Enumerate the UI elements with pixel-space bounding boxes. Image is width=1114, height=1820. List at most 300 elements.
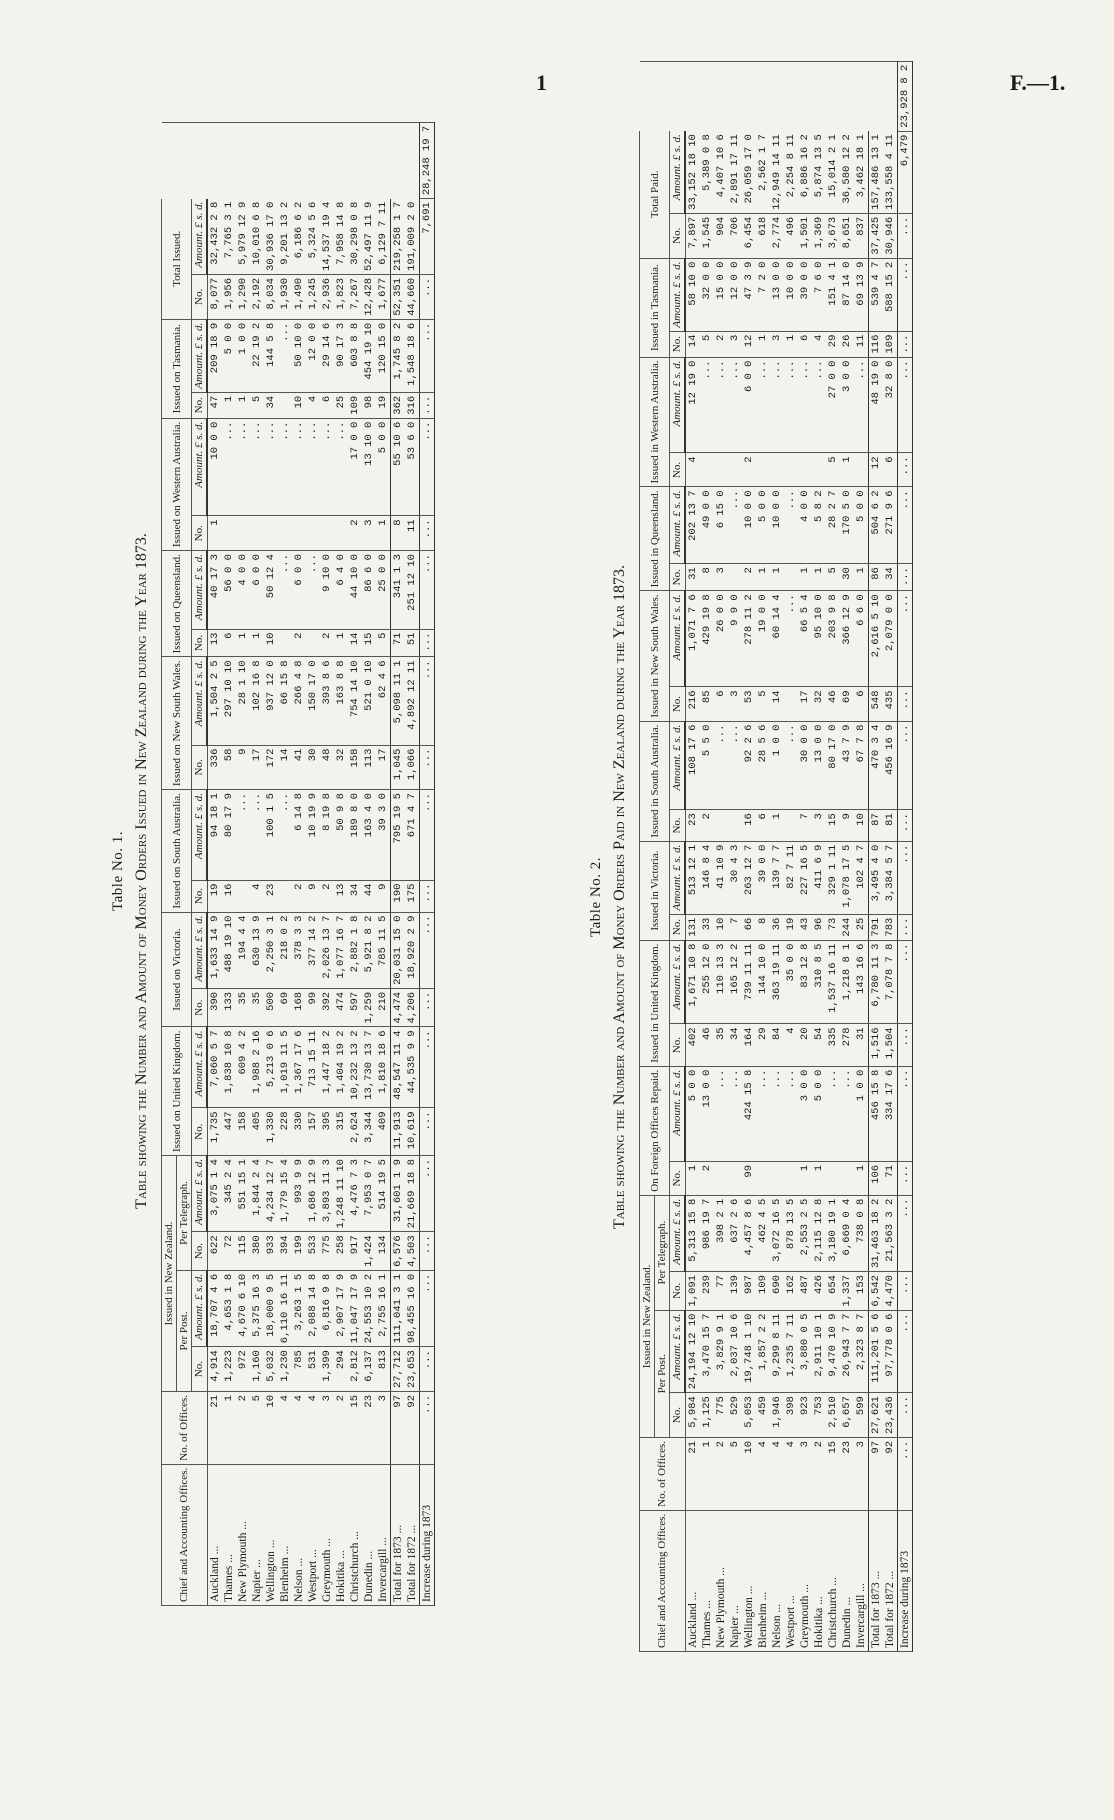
row-label: Hokitika ... [334,1464,348,1605]
table-cell: 6,479 [898,131,913,213]
table-cell: 23,928 8 2 [898,61,913,131]
table-cell: 4,476 7 3 [348,1156,362,1232]
table-cell: 2 [236,1392,250,1465]
table-cell: 10 [264,629,278,657]
table-cell [784,687,798,721]
table-cell: 14 [278,745,292,790]
table-cell: 972 [236,1347,250,1392]
table-cell: 19 0 0 [756,591,770,687]
table-cell: 54 [812,1024,826,1066]
table-row [207,122,222,1605]
table-cell: ... [728,487,742,564]
table-cell: 2,088 14 8 [306,1270,320,1346]
table-cell: 1 [770,564,784,591]
table-cell: ... [898,487,913,564]
table-cell: 521 0 10 [362,657,376,745]
table-cell: ... [320,418,334,516]
table-cell: 21,563 3 2 [883,1195,898,1271]
table-cell: ... [770,357,784,453]
col-header: Issued in South Australia. [640,721,670,841]
table-cell: 39 0 0 [798,258,812,331]
table-cell: 2,026 13 7 [320,912,334,988]
table-cell [714,453,728,487]
table-cell: 10 0 0 [770,487,784,564]
table-cell: 30,946 [883,213,898,258]
table-cell: 33,152 18 10 [685,131,700,213]
table-cell: 17 0 0 [348,418,362,516]
table-cell: 4 0 0 [798,487,812,564]
col-header: Issued on Western Australia. [162,418,192,550]
table-cell: 22 19 2 [250,319,264,392]
table-cell: 10 19 9 [306,790,320,880]
table-cell: 209 18 9 [207,319,222,392]
table-cell: ... [420,988,435,1027]
table-cell: 21,669 18 8 [405,1156,420,1232]
table-cell: 26,059 17 0 [742,131,756,213]
table-cell: 86 [869,564,884,591]
table-cell: 426 [812,1272,826,1311]
table-cell: 97,778 0 6 [883,1310,898,1393]
table-cell: 9 10 0 [320,551,334,629]
table-row [236,122,250,1605]
table-cell: 139 [728,1272,742,1311]
table-cell: 6 4 0 [334,551,348,629]
table-cell: 13 10 0 [362,418,376,516]
table-cell: 398 [784,1393,798,1438]
table-cell: 1 [812,1161,826,1195]
table-cell: 15,014 2 1 [826,131,840,213]
table-cell: 6 15 0 [714,487,728,564]
table-cell: 271 9 6 [883,487,898,564]
table-cell: 4,503 [405,1232,420,1271]
table-cell: 14 [770,687,784,721]
table-cell: 5,921 8 2 [362,912,376,988]
table-cell: 2,192 [250,274,264,319]
table-cell: 424 15 8 [742,1066,756,1161]
table-cell: 6 [320,392,334,418]
table-cell: 878 13 5 [784,1195,798,1271]
table-cell: 13 0 0 [700,1066,714,1161]
col-header: Chief and Accounting Offices. [162,1464,208,1605]
table-cell: 6,576 [391,1232,406,1271]
table-cell: 9 [840,810,854,841]
sub-header-no: No. [192,745,208,790]
table-cell: 362 [391,392,406,418]
table-cell: 19,748 1 10 [742,1310,756,1393]
table-cell: 53 [742,687,756,721]
table-cell: 5 [376,629,391,657]
sub-header-no: No. [670,331,686,357]
table-row [334,122,348,1605]
table-cell: 35 0 0 [784,940,798,1024]
table-cell: 17 [798,687,812,721]
table-cell: 3 [728,687,742,721]
table-cell: 72 [222,1232,236,1271]
table-row [812,61,826,1651]
table-cell: 15 [348,1392,362,1465]
sub-header-no: No. [670,1393,686,1438]
table-row [420,122,435,1605]
table-cell: 109 [883,331,898,357]
table-cell: 1,071 7 6 [685,591,700,687]
sub-header-no: No. [192,1232,208,1271]
table-cell: 1 [236,629,250,657]
table-cell: 5,324 5 6 [306,199,320,275]
table-cell: 85 [700,687,714,721]
table-cell: 11,913 [391,1108,406,1156]
table-row [222,122,236,1605]
table-cell: 1 [700,1438,714,1511]
sub-header-no: No. [670,1161,686,1195]
table-cell: ... [784,1066,798,1161]
table-cell: ... [898,810,913,841]
table-cell: 97 [391,1392,406,1465]
table-cell: 1,810 18 6 [376,1027,391,1108]
table-cell: 109 [756,1272,770,1311]
table-cell: 44 [362,880,376,912]
table-cell: ... [728,721,742,810]
table-row [685,61,700,1651]
table-cell [840,1161,854,1195]
table-cell: 62 4 6 [376,657,391,745]
table-cell: 46 [700,1024,714,1066]
table-cell: 1,091 [685,1272,700,1311]
table-cell: 30 [306,745,320,790]
table-cell: 791 [869,914,884,940]
table-cell: 5 [250,392,264,418]
table-cell: 405 [250,1108,264,1156]
table-cell: 25 [334,392,348,418]
table-cell: 1 [207,516,222,551]
table-cell: 402 [685,1024,700,1066]
col-header: Total Paid. [640,131,670,258]
table-cell: 987 [742,1272,756,1311]
table-cell: 8,077 [207,274,222,319]
table-cell: 163 4 0 [362,790,376,880]
table-cell: 2,037 10 6 [728,1310,742,1393]
table-cell: 3,462 18 1 [854,131,869,213]
table-cell: 706 [728,213,742,258]
table-cell: 5 [700,331,714,357]
col-header: Issued in Western Australia. [640,357,670,487]
table-cell: 597 [348,988,362,1027]
table-cell: 23 [362,1392,376,1465]
table-cell: 533 [306,1232,320,1271]
table-cell: 170 5 0 [840,487,854,564]
table-cell: 139 7 7 [770,841,784,914]
table-cell: 2 [292,629,306,657]
sub-header-no: No. [670,810,686,841]
table-cell: 19 [207,880,222,912]
table-cell: 2,812 [348,1347,362,1392]
table-cell: ... [420,319,435,392]
table-cell: 7,897 [685,213,700,258]
table-cell: 395 [320,1108,334,1156]
table-cell: 102 4 7 [854,841,869,914]
sub-header-no: No. [670,914,686,940]
table-cell [278,880,292,912]
table-cell: 116 [869,331,884,357]
table-row [362,122,376,1605]
table-cell: 1,230 [278,1347,292,1392]
table-cell: 435 [883,687,898,721]
table-cell: 2,624 [348,1108,362,1156]
table-cell: 27 0 0 [826,357,840,453]
table-cell: ... [420,629,435,657]
table-cell: 2,115 12 8 [812,1195,826,1271]
table-cell: 1,490 [292,274,306,319]
table-cell: ... [306,551,320,629]
row-label: Greymouth ... [798,1510,812,1651]
table-cell: 1,235 7 11 [784,1310,798,1393]
sub-header-amount: Amount. £ s. d. [192,1027,208,1108]
table-cell: 813 [376,1347,391,1392]
table-cell: 150 17 0 [306,657,320,745]
table-cell: ... [420,1156,435,1232]
table-cell: 6,816 9 8 [320,1270,334,1346]
table-cell: 390 [207,988,222,1027]
table-cell: 24,194 12 10 [685,1310,700,1393]
sub-header-amount: Amount. £ s. d. [670,1066,686,1161]
table-cell: 35 [236,988,250,1027]
table-cell: 4 [756,1438,770,1511]
table-row [376,122,391,1605]
table-cell: 1,930 [278,274,292,319]
table-cell [278,516,292,551]
table-cell: 69 [840,687,854,721]
table-cell: 937 12 0 [264,657,278,745]
table-cell: 380 [250,1232,264,1271]
table-cell: 2,774 [770,213,784,258]
table-cell: 5 0 0 [376,418,391,516]
table-cell [320,516,334,551]
table-cell: 53 6 0 [405,418,420,516]
sub-header-amount: Amount. £ s. d. [670,721,686,810]
table-cell: 622 [207,1232,222,1271]
table-cell: 168 [292,988,306,1027]
col-header: Issued on Queensland. [162,551,192,657]
table-cell: 87 [869,810,884,841]
table-cell: 1 0 0 [236,319,250,392]
table-cell: 4 [812,331,826,357]
table-cell: 923 [798,1393,812,1438]
table-cell: 35 [714,1024,728,1066]
sub-header-amount: Amount. £ s. d. [670,1195,686,1271]
page-number: 1 [536,70,547,95]
table-cell: ... [292,418,306,516]
sub-header-amount: Amount. £ s. d. [670,591,686,687]
table-cell: 32 8 0 [883,357,898,453]
table-cell: 2,079 0 0 [883,591,898,687]
table-cell: 34 [728,1024,742,1066]
table-cell: ... [714,721,728,810]
table-cell: 3,384 5 7 [883,841,898,914]
table-cell: 228 [278,1108,292,1156]
table-cell [728,810,742,841]
sub-header-no: No. [670,1272,686,1311]
table-cell: 24,553 10 2 [362,1270,376,1346]
table-cell: 157 [306,1108,320,1156]
table-cell: 447 [222,1108,236,1156]
table-cell: 14 [348,629,362,657]
col-header: No. of Offices. [162,1392,208,1465]
table-cell: 15 [362,629,376,657]
table-row [728,61,742,1651]
table-cell: 1 0 0 [770,721,784,810]
table-cell [264,516,278,551]
table-cell: ... [420,1392,435,1465]
table-cell: 8,651 [840,213,854,258]
table-cell: 6,542 [869,1272,884,1311]
table-cell: ... [898,721,913,810]
table-row [742,61,756,1651]
table-cell: 239 [700,1272,714,1311]
table-cell: 1,077 16 7 [334,912,348,988]
table-cell: 1 [770,810,784,841]
col-header: Issued on Victoria. [162,912,192,1027]
table-cell: 35 [250,988,264,1027]
table-cell: 548 [869,687,884,721]
table-cell: 51 [405,629,420,657]
table-cell: 100 1 5 [264,790,278,880]
table-cell: 5,032 [264,1347,278,1392]
table-cell [700,453,714,487]
table-cell: 378 3 3 [292,912,306,988]
table-cell: 96 [812,914,826,940]
table-cell: ... [334,418,348,516]
table-cell: 48 [320,745,334,790]
table-cell: 754 14 10 [348,657,362,745]
table-cell: 1,988 2 16 [250,1027,264,1108]
table-cell: ... [898,1438,913,1511]
table-row [798,61,812,1651]
table-cell: 15 [826,1438,840,1511]
table-cell: 5 [728,1438,742,1511]
table-cell: 34 [883,564,898,591]
table-cell: 2,907 17 9 [334,1270,348,1346]
table-cell: 1,218 8 1 [840,940,854,1024]
table-cell: 10,619 [405,1108,420,1156]
table-2-heading: Table No. 2. [588,857,604,937]
table-cell: 4 [306,1392,320,1465]
table-row [391,122,406,1605]
table-cell: 6 14 8 [292,790,306,880]
table-cell: 10 [264,1392,278,1465]
table-cell: ... [898,213,913,258]
table-cell: 392 [320,988,334,1027]
sub-header-no: No. [670,213,686,258]
table-cell: 2 [334,1392,348,1465]
table-cell: 1,735 [207,1108,222,1156]
table-cell: 4 [292,1392,306,1465]
table-cell: 13 0 0 [770,258,784,331]
table-row [784,61,798,1651]
table-cell: 4,892 12 11 [405,657,420,745]
table-cell: 36 [770,914,784,940]
table-cell: 92 [405,1392,420,1465]
sub-header-amount: Amount. £ s. d. [192,912,208,988]
table-cell: 258 [334,1232,348,1271]
table-cell: 7 [728,914,742,940]
table-cell: 9 [236,745,250,790]
table-cell: 32 [812,687,826,721]
table-cell: 27,712 [391,1347,406,1392]
row-label: Wellington ... [742,1510,756,1651]
table-cell: 1 [812,564,826,591]
table-cell: 7,765 3 1 [222,199,236,275]
table-cell: 81 [883,810,898,841]
table-cell: 3,263 1 5 [292,1270,306,1346]
table-cell: 456 16 9 [883,721,898,810]
table-1-heading: Table No. 1. [110,831,126,911]
table-cell: 1,066 [405,745,420,790]
table-cell: 1,779 15 4 [278,1156,292,1232]
table-cell: 1,857 2 2 [756,1310,770,1393]
table-cell: 1 [840,453,854,487]
sub-header-amount: Amount. £ s. d. [192,199,208,275]
table-cell: 315 [334,1108,348,1156]
table-cell: 1 [376,516,391,551]
table-row [306,122,320,1605]
sub-header-no: No. [192,516,208,551]
table-cell: 753 [812,1393,826,1438]
table-cell: 58 10 0 [685,258,700,331]
table-cell: ... [784,487,798,564]
row-label: Greymouth ... [320,1464,334,1605]
table-cell: 146 8 4 [700,841,714,914]
table-cell: 9 [306,880,320,912]
table-cell: 55 10 6 [391,418,406,516]
table-cell: 263 12 7 [742,841,756,914]
col-header: Issued on New South Wales. [162,657,192,790]
table-cell: 109 [348,392,362,418]
row-label: Napier ... [728,1510,742,1651]
table-cell: ... [812,357,826,453]
table-cell [306,516,320,551]
table-cell: 10 0 0 [207,418,222,516]
sub-header-no: No. [670,687,686,721]
table-cell: 5 0 0 [222,319,236,392]
col-header: Issued in Victoria. [640,841,670,940]
table-cell: 28 1 10 [236,657,250,745]
table-cell: 5,098 11 1 [391,657,406,745]
table-cell [728,453,742,487]
table-cell [770,453,784,487]
table-cell: 2,254 8 11 [784,131,798,213]
table-cell: 9,201 13 2 [278,199,292,275]
table-cell: 219,258 1 7 [391,199,406,275]
table-cell: 172 [264,745,278,790]
table-cell: 12 [742,331,756,357]
table-cell: 86 6 0 [362,551,376,629]
table-cell: 113 [362,745,376,790]
table-cell: ... [278,790,292,880]
sub-header-amount: Amount. £ s. d. [192,790,208,880]
table-cell: 7 2 0 [756,258,770,331]
table-row [278,122,292,1605]
table-cell: 1,125 [700,1393,714,1438]
table-cell: 4 0 0 [236,551,250,629]
table-cell: ... [784,721,798,810]
table-cell: 8 [756,914,770,940]
table-cell: 3 [714,564,728,591]
table-cell: ... [420,1108,435,1156]
table-cell: 266 4 8 [292,657,306,745]
table-cell: 6 [854,687,869,721]
table-cell: 99 [306,988,320,1027]
table-cell [770,1161,784,1195]
table-cell: 71 [391,629,406,657]
